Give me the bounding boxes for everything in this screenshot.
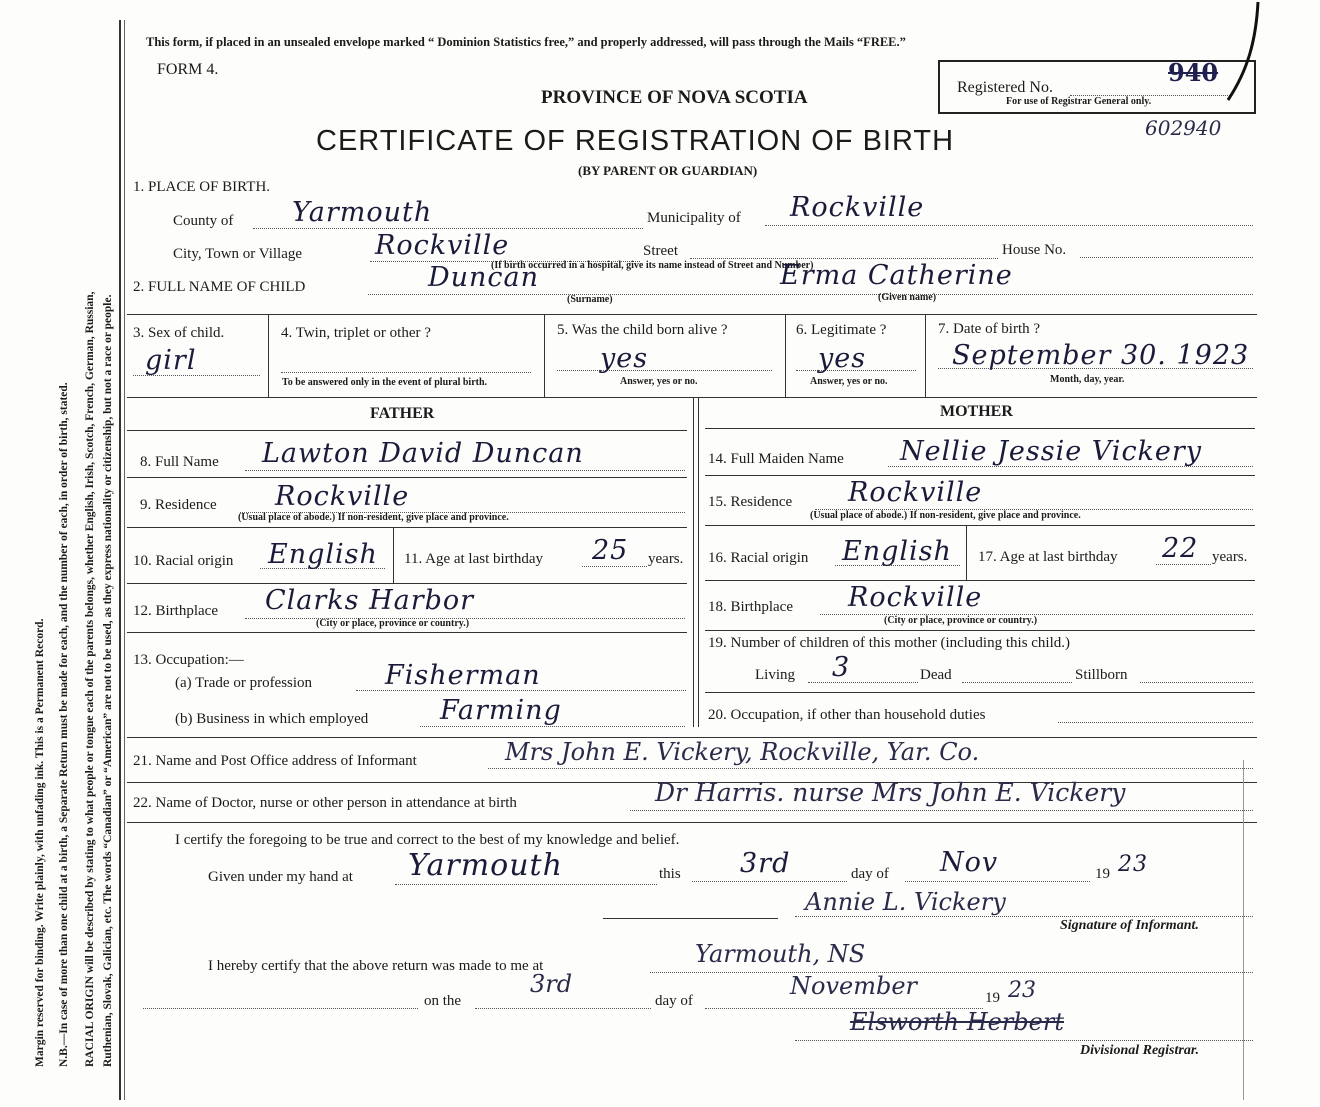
county-value: Yarmouth <box>292 197 433 228</box>
legitimate-note: Answer, yes or no. <box>810 376 888 387</box>
father-name: Lawton David Duncan <box>262 438 584 469</box>
child-name-label: 2. FULL NAME OF CHILD <box>133 279 306 295</box>
dead-label: Dead <box>920 667 952 683</box>
margin-line-2: N.B.—In case of more than one child at a birth, a Separate Return must be made for each, and the number of each, in order of birth, stated. <box>58 382 70 1067</box>
margin-line-4: Ruthenian, Slovak, Galician, etc. The words “Canadian” or “American” are not to be used, as they express nationality or citizenship, but not a race or people. <box>102 294 114 1067</box>
doctor-value: Dr Harris. nurse Mrs John E. Vickery <box>655 778 1126 807</box>
informant-label: 21. Name and Post Office address of Informant <box>133 753 417 769</box>
parents-divider <box>693 397 694 727</box>
sex-value: girl <box>145 345 197 376</box>
father-business: Farming <box>440 695 562 726</box>
municipality-label: Municipality of <box>647 210 741 226</box>
mother-race: English <box>842 536 952 567</box>
alive-label: 5. Was the child born alive ? <box>557 322 728 338</box>
province-heading: PROVINCE OF NOVA SCOTIA <box>541 87 808 108</box>
informant-value: Mrs John E. Vickery, Rockville, Yar. Co. <box>505 738 980 766</box>
mother-heading: MOTHER <box>940 403 1013 420</box>
alive-note: Answer, yes or no. <box>620 376 698 387</box>
father-age: 25 <box>592 535 629 566</box>
father-birthplace-note: (City or place, province or country.) <box>316 618 470 629</box>
mother-residence-note: (Usual place of abode.) If non-resident, give place and province. <box>810 510 1081 521</box>
mother-race-label: 16. Racial origin <box>708 550 809 566</box>
mother-name: Nellie Jessie Vickery <box>900 436 1203 467</box>
registrar-signature-label: Divisional Registrar. <box>1080 1043 1200 1058</box>
registrar-place: Yarmouth, NS <box>695 940 866 968</box>
mother-name-label: 14. Full Maiden Name <box>708 451 844 467</box>
house-number-label: House No. <box>1002 242 1067 258</box>
place-of-birth-label: 1. PLACE OF BIRTH. <box>133 179 271 195</box>
margin-line-3: RACIAL ORIGIN will be described by stating to what people or tongue each of the parents belongs, whether English, Irish, Scotch, French, German, Russian, <box>84 291 96 1067</box>
mother-years: years. <box>1212 549 1248 565</box>
given-name-note: (Given name) <box>878 292 937 303</box>
father-race-label: 10. Racial origin <box>133 553 234 569</box>
registrar-day-of-label: day of <box>655 993 693 1009</box>
mother-age-label: 17. Age at last birthday <box>978 549 1118 565</box>
father-race: English <box>268 539 378 570</box>
registrar-note: For use of Registrar General only. <box>1006 96 1152 107</box>
mother-occupation-label: 20. Occupation, if other than household duties <box>708 707 986 723</box>
given-under-hand-label: Given under my hand at <box>208 869 353 885</box>
dob-note: Month, day, year. <box>1050 374 1125 385</box>
margin-line-1: Margin reserved for binding. Write plainly, with unfading ink. This is a Permanent Record. <box>34 618 46 1067</box>
living-count: 3 <box>832 652 851 683</box>
certify-year: 23 <box>1118 852 1148 877</box>
informant-signature-label: Signature of Informant. <box>1060 918 1199 933</box>
father-years: years. <box>648 551 684 567</box>
row3-bottom-rule <box>127 397 1257 398</box>
stillborn-label: Stillborn <box>1075 667 1128 683</box>
business-label: (b) Business in which employed <box>175 711 369 727</box>
informant-signature: Annie L. Vickery <box>805 888 1006 916</box>
twin-note: To be answered only in the event of plural birth. <box>282 377 488 388</box>
father-heading: FATHER <box>370 405 435 422</box>
legitimate-value: yes <box>818 343 867 374</box>
father-residence-note: (Usual place of abode.) If non-resident, give place and province. <box>238 512 509 523</box>
stamped-number: 602940 <box>1145 116 1222 140</box>
registrar-year-prefix: 19 <box>985 990 1000 1006</box>
certify-day: 3rd <box>740 848 791 879</box>
father-residence: Rockville <box>275 481 410 512</box>
city-value: Rockville <box>375 230 510 261</box>
certificate-title: CERTIFICATE OF REGISTRATION OF BIRTH <box>316 125 955 157</box>
certify-place: Yarmouth <box>408 848 563 883</box>
father-trade: Fisherman <box>385 660 541 691</box>
hospital-note: (If birth occurred in a hospital, give its name instead of Street and Number) <box>491 260 814 271</box>
margin-rule <box>119 20 121 1100</box>
legitimate-label: 6. Legitimate ? <box>796 322 887 338</box>
children-count-label: 19. Number of children of this mother (including this child.) <box>708 635 1071 651</box>
certify-year-prefix: 19 <box>1095 866 1110 882</box>
mother-birthplace-label: 18. Birthplace <box>708 599 793 615</box>
trade-label: (a) Trade or profession <box>175 675 313 691</box>
registrar-day: 3rd <box>530 970 573 998</box>
margin-rule-inner <box>124 20 125 1100</box>
surname-note: (Surname) <box>567 294 613 305</box>
child-surname: Duncan <box>428 262 540 293</box>
sex-label: 3. Sex of child. <box>133 325 225 341</box>
registrar-statement: I hereby certify that the above return was made to me at <box>208 958 544 974</box>
father-name-label: 8. Full Name <box>140 454 219 470</box>
right-edge-rule <box>1243 760 1244 1100</box>
child-given-name: Erma Catherine <box>780 260 1013 291</box>
father-birthplace-label: 12. Birthplace <box>133 603 218 619</box>
registered-number: 940 <box>1168 58 1219 87</box>
margin-instructions <box>14 0 134 1107</box>
certify-month: Nov <box>940 847 999 878</box>
day-of-label: day of <box>851 866 889 882</box>
dob-value: September 30. 1923 <box>952 340 1250 371</box>
registered-label: Registered No. <box>957 79 1053 96</box>
county-label: County of <box>173 213 234 229</box>
registrar-year: 23 <box>1008 978 1036 1003</box>
certify-statement: I certify the foregoing to be true and correct to the best of my knowledge and belief. <box>175 832 680 848</box>
alive-value: yes <box>600 343 649 374</box>
occupation-label: 13. Occupation:— <box>133 652 244 668</box>
city-label: City, Town or Village <box>173 246 303 262</box>
certificate-subtitle: (BY PARENT OR GUARDIAN) <box>578 163 758 178</box>
father-birthplace: Clarks Harbor <box>265 585 475 616</box>
dob-label: 7. Date of birth ? <box>938 321 1041 337</box>
doctor-label: 22. Name of Doctor, nurse or other person in attendance at birth <box>133 795 517 811</box>
registrar-signature: Elsworth Herbert <box>850 1008 1064 1036</box>
registrar-month: November <box>790 972 918 1000</box>
on-the-label: on the <box>424 993 462 1009</box>
pen-stroke-mark <box>1220 0 1265 105</box>
municipality-value: Rockville <box>790 192 925 223</box>
living-label: Living <box>755 667 795 683</box>
mother-birthplace: Rockville <box>848 582 983 613</box>
mother-age: 22 <box>1162 533 1199 564</box>
row3-top-rule <box>127 314 1257 315</box>
mother-birthplace-note: (City or place, province or country.) <box>884 615 1038 626</box>
this-label: this <box>659 866 681 882</box>
street-label: Street <box>643 243 678 259</box>
father-residence-label: 9. Residence <box>140 497 217 513</box>
form-number: FORM 4. <box>157 61 219 78</box>
twin-label: 4. Twin, triplet or other ? <box>281 325 431 341</box>
father-age-label: 11. Age at last birthday <box>404 551 543 567</box>
mail-notice: This form, if placed in an unsealed envelope marked “ Dominion Statistics free,” and properly addressed, will pass through the Mails “FREE.” <box>146 35 906 49</box>
mother-residence-label: 15. Residence <box>708 494 793 510</box>
mother-residence: Rockville <box>848 477 983 508</box>
